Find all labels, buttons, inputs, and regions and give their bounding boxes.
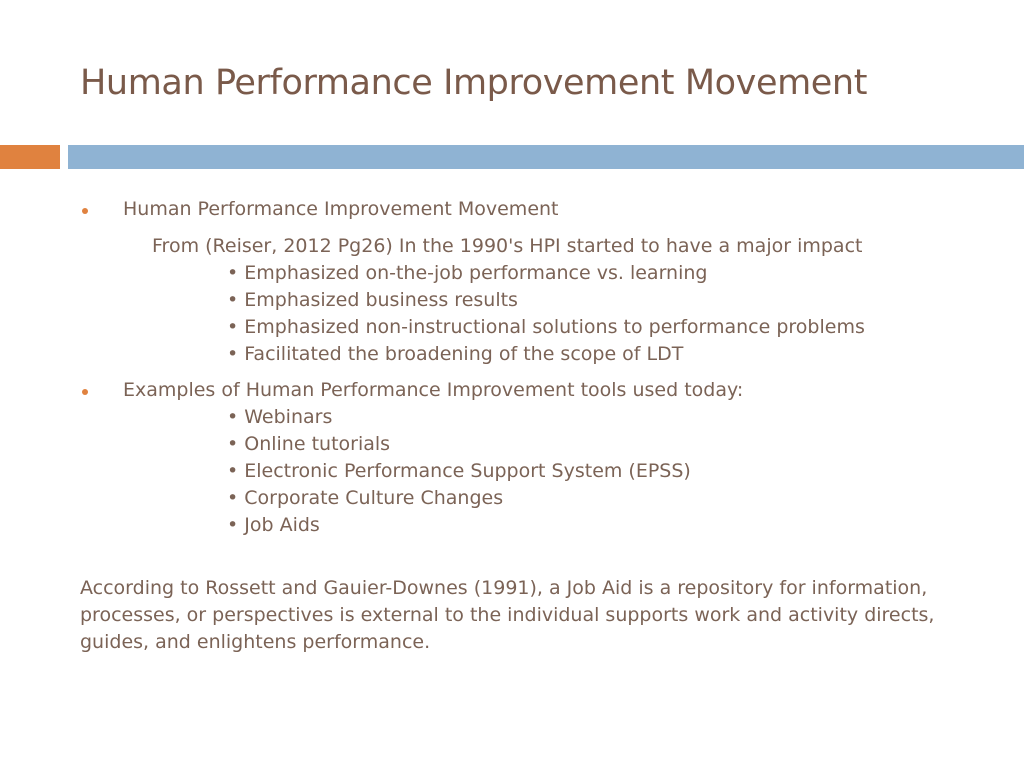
accent-bar-blue bbox=[68, 145, 1024, 169]
list-item: • Webinars bbox=[227, 404, 980, 431]
citation-text: From (Reiser, 2012 Pg26) In the 1990's HPI started to have a major impact bbox=[152, 235, 863, 257]
slide-body bbox=[80, 196, 980, 656]
list-item: • Emphasized business results bbox=[227, 287, 980, 314]
list-item: • Corporate Culture Changes bbox=[227, 485, 980, 512]
bullet-dot-icon bbox=[82, 389, 88, 395]
bullet-hpi-movement bbox=[80, 196, 980, 223]
slide-title: Human Performance Improvement Movement bbox=[80, 63, 868, 103]
list-item: • Job Aids bbox=[227, 512, 980, 539]
bullet-hpi-tools bbox=[80, 377, 980, 404]
list-item: • Emphasized on-the-job performance vs. learning bbox=[227, 260, 980, 287]
list-item: • Electronic Performance Support System (EPSS) bbox=[227, 458, 980, 485]
bullet-heading: Examples of Human Performance Improvement tools used today: bbox=[123, 379, 744, 401]
hpi-impact-list bbox=[80, 260, 980, 368]
bullet-dot-icon bbox=[82, 208, 88, 214]
hpi-tools-list bbox=[80, 404, 980, 539]
list-item: • Facilitated the broadening of the scope of LDT bbox=[227, 341, 980, 368]
bullet-heading: Human Performance Improvement Movement bbox=[123, 198, 559, 220]
list-item: • Emphasized non-instructional solutions to performance problems bbox=[227, 314, 980, 341]
list-item: • Online tutorials bbox=[227, 431, 980, 458]
job-aid-definition: According to Rossett and Gauier-Downes (1991), a Job Aid is a repository for information, processes, or perspectives is external to the individual supports work and activity directs, guides, and enlightens performance. bbox=[80, 577, 935, 653]
accent-bar-orange bbox=[0, 145, 60, 169]
